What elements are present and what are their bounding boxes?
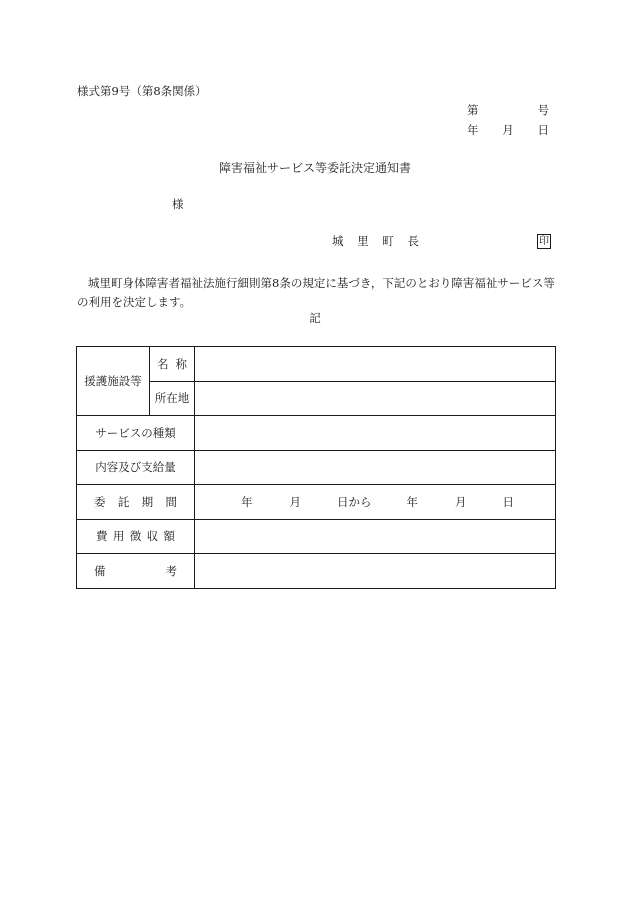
facility-name-label-2: 称: [175, 356, 187, 371]
period-label-1: 委: [94, 494, 106, 509]
fee-label-4: 収: [146, 529, 159, 544]
table-row: [77, 347, 556, 382]
table-row: [77, 554, 556, 589]
content-label: 内容及び支給量: [77, 450, 195, 485]
period-to-day: 日: [502, 494, 514, 509]
remarks-label-1: 備: [94, 563, 106, 578]
remarks-value: [195, 554, 556, 589]
remarks-label-cell: [77, 554, 195, 589]
facility-label: 援護施設等: [77, 347, 150, 416]
fee-label-1: 費: [96, 529, 108, 544]
period-to-month: 月: [455, 494, 467, 509]
table-row: [77, 485, 556, 520]
period-label-4: 間: [165, 494, 177, 509]
detail-table: [76, 346, 556, 589]
period-label-3: 期: [141, 494, 154, 509]
table-row: [77, 416, 556, 451]
document-title: 障害福祉サービス等委託決定通知書: [218, 161, 411, 175]
period-from-year: 年: [241, 494, 253, 509]
date-day: 日: [537, 123, 549, 137]
issuer-name: 城 里 町 長: [332, 234, 424, 248]
body-text: 城里町身体障害者福祉法施行細則第8条の規定に基づき，下記のとおり障害福祉サービス等の利用を決定します。: [77, 276, 555, 309]
facility-name-label-1: 名: [157, 356, 169, 371]
ki-heading: 記: [309, 311, 321, 325]
fee-label-cell: [77, 519, 195, 554]
facility-address-value: [195, 381, 556, 416]
recipient-honorific: 様: [172, 197, 184, 211]
document-number-line: [467, 105, 549, 117]
remarks-label-2: 考: [165, 563, 177, 578]
document-number-suffix: 号: [537, 103, 549, 117]
table-row: [77, 519, 556, 554]
facility-name-label-cell: [150, 347, 195, 382]
fee-label-5: 額: [163, 529, 175, 544]
facility-address-label: 所在地: [150, 381, 195, 416]
period-from-day: 日から: [337, 494, 372, 509]
period-to-year: 年: [406, 494, 418, 509]
period-value: [195, 485, 556, 520]
date-month: 月: [502, 123, 514, 137]
facility-name-value: [195, 347, 556, 382]
content-value: [195, 450, 556, 485]
fee-value: [195, 519, 556, 554]
period-label-cell: [77, 485, 195, 520]
form-number: 様式第9号（第8条関係）: [77, 84, 207, 98]
period-label-2: 託: [117, 494, 130, 509]
seal-mark: 印: [539, 236, 549, 247]
document-number-prefix: 第: [467, 103, 479, 117]
table-row: [77, 450, 556, 485]
date-year: 年: [467, 123, 479, 137]
fee-label-2: 用: [112, 529, 125, 544]
document-date-line: [467, 125, 549, 137]
service-type-label: サービスの種類: [77, 416, 195, 451]
period-from-month: 月: [289, 494, 301, 509]
fee-label-3: 徴: [129, 529, 142, 544]
service-type-value: [195, 416, 556, 451]
